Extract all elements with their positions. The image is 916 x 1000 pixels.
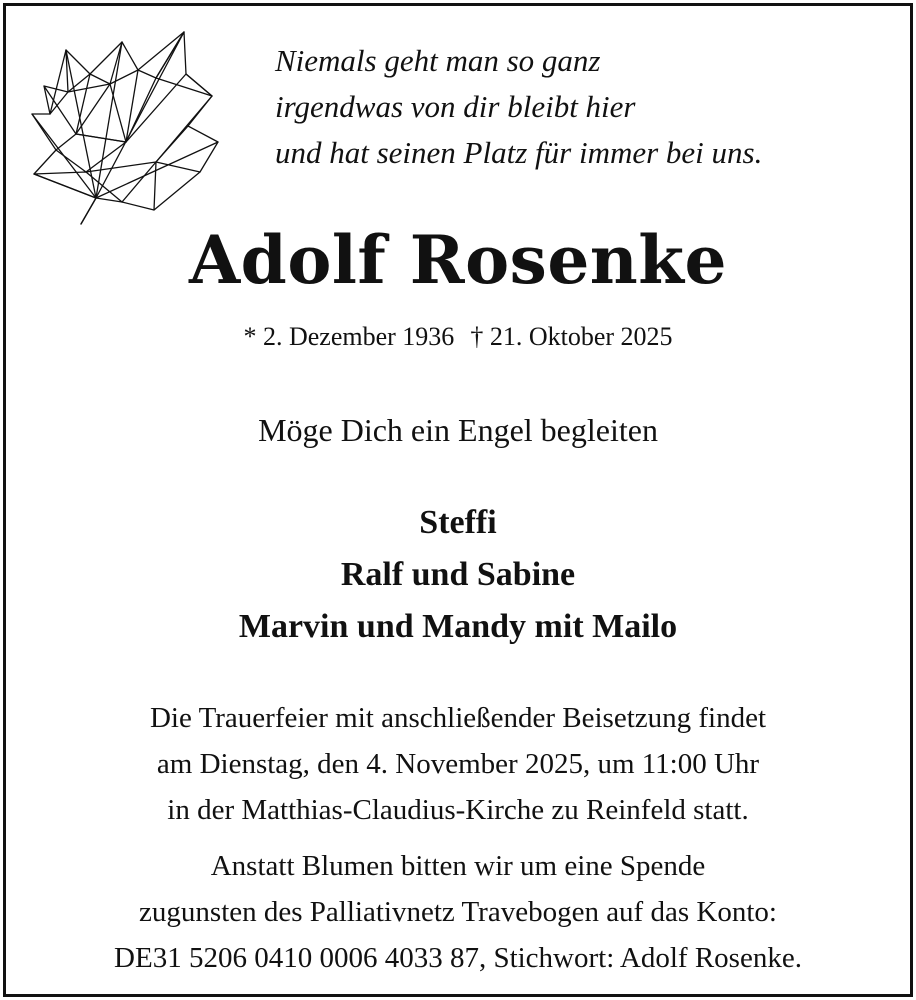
donation-line: Anstatt Blumen bitten wir um eine Spende: [210, 850, 706, 882]
mourners-list: [0, 497, 916, 653]
donation-line: DE31 5206 0410 0006 4033 87, Stichwort: Adolf Rosenke.: [114, 942, 802, 974]
mourner-name: Steffi: [419, 504, 497, 541]
service-info: [0, 695, 916, 833]
poem: [275, 38, 875, 176]
maple-leaf-icon: [26, 22, 226, 230]
service-line: in der Matthias-Claudius-Kirche zu Reinfeld statt.: [167, 794, 749, 826]
farewell-wish: Möge Dich ein Engel begleiten: [258, 412, 658, 448]
service-line: am Dienstag, den 4. November 2025, um 11:00 Uhr: [156, 748, 760, 780]
mourner-name: Marvin und Mandy mit Mailo: [238, 608, 678, 645]
death-date: † 21. Oktober 2025: [470, 322, 673, 351]
poem-line: Niemals geht man so ganz: [275, 43, 601, 78]
poem-line: und hat seinen Platz für immer bei uns.: [275, 135, 763, 170]
life-dates: [0, 317, 916, 357]
donation-line: zugunsten des Palliativnetz Travebogen auf das Konto:: [139, 896, 777, 928]
deceased-name: Adolf Rosenke: [188, 221, 728, 299]
birth-date: * 2. Dezember 1936: [243, 322, 455, 351]
donation-info: [0, 843, 916, 981]
mourner-name: Ralf und Sabine: [340, 556, 576, 593]
poem-line: irgendwas von dir bleibt hier: [275, 89, 636, 124]
service-line: Die Trauerfeier mit anschließender Beisetzung findet: [149, 702, 767, 734]
